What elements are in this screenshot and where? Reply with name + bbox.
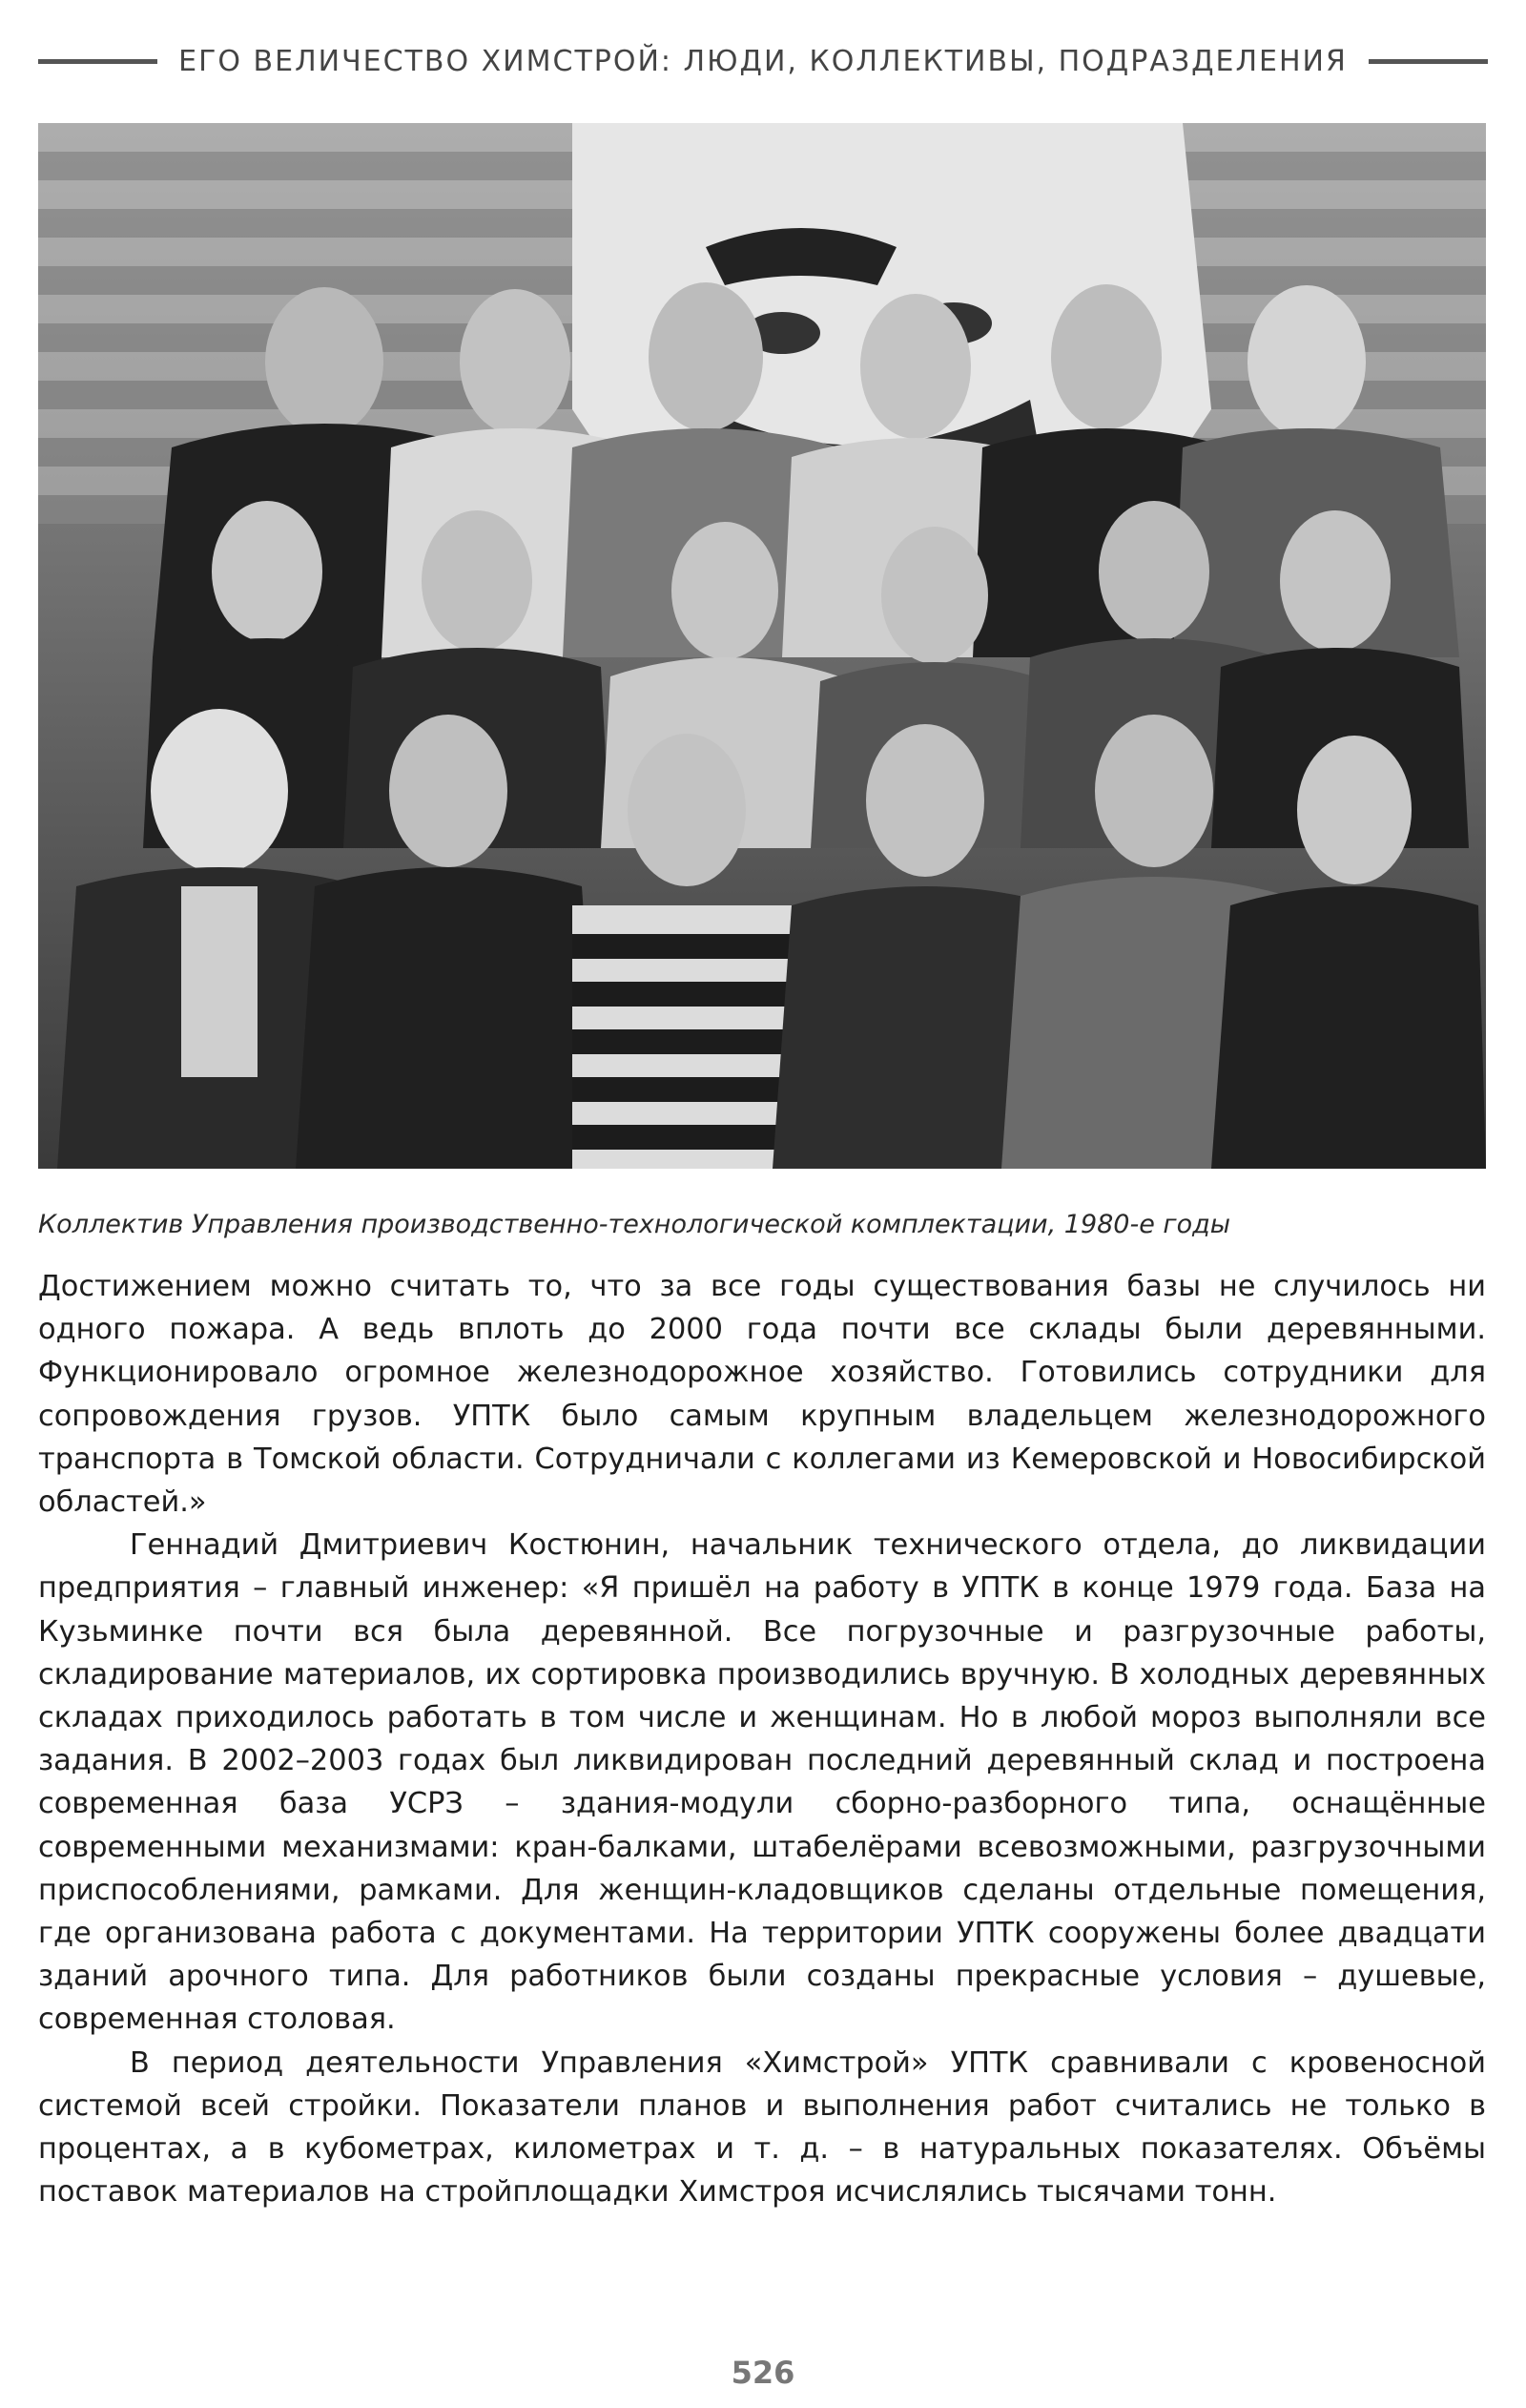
paragraph: В период деятельности Управления «Химстрой» УПТК сравнивали с кровеносной системой всей стройки. Показатели планов и выполнения работ считались не только в процентах, а в кубометрах, километрах и т. д. – в натуральных показателях. Объёмы поставок материалов на стройплощадки Химстроя исчислялись тысячами тонн. (38, 2045, 1486, 2210)
page-number: 526 (731, 2355, 795, 2391)
striped-dress (572, 905, 801, 1169)
header-rule-left (38, 59, 157, 64)
running-header (38, 42, 1488, 80)
paragraph: Достижением можно считать то, что за все годы существования базы не случилось ни одного пожара. А ведь вплоть до 2000 года почти все склады были деревянными. Функционировало огромное железнодорожное хозяйство. Готовились сотрудники для сопровождения грузов. УПТК было самым крупным владельцем железнодорожного транспорта в Томской области. Сотрудничали с коллегами из Кемеровской и Новосибирской областей.» (38, 1270, 1486, 1520)
photo-caption: Коллектив Управления производственно-технологической комплектации, 1980-е годы (38, 1210, 1231, 1239)
header-rule-right (1369, 59, 1488, 64)
paragraph: Геннадий Дмитриевич Костюнин, начальник технического отдела, до ликвидации предприятия – главный инженер: «Я пришёл на работу в УПТК в конце 1979 года. База на Кузьминке почти вся была деревянной. Все погрузочные и разгрузочные работы, складирование материалов, их сортировка производились вручную. В холодных деревянных складах приходилось работать в том числе и женщинам. Но в любой мороз выполняли все задания. В 2002–2003 годах был ликвидирован последний деревянный склад и построена современная база УСРЗ – здания-модули сборно-разборного типа, оснащённые современными механизмами: кран-балками, штабелёрами всевозможными, разгрузочными приспособлениями, рамками. Для женщин-кладовщиков сделаны отдельные помещения, где организована работа с документами. На территории УПТК сооружены более двадцати зданий арочного типа. Для работников были созданы прекрасные условия – душевые, современная столовая. (38, 1528, 1486, 2037)
body-text (38, 1265, 1486, 2213)
group-photo (38, 123, 1486, 1169)
group-photo-illustration (38, 123, 1486, 1169)
running-title: ЕГО ВЕЛИЧЕСТВО ХИМСТРОЙ: ЛЮДИ, КОЛЛЕКТИВЫ, ПОДРАЗДЕЛЕНИЯ (178, 44, 1348, 78)
